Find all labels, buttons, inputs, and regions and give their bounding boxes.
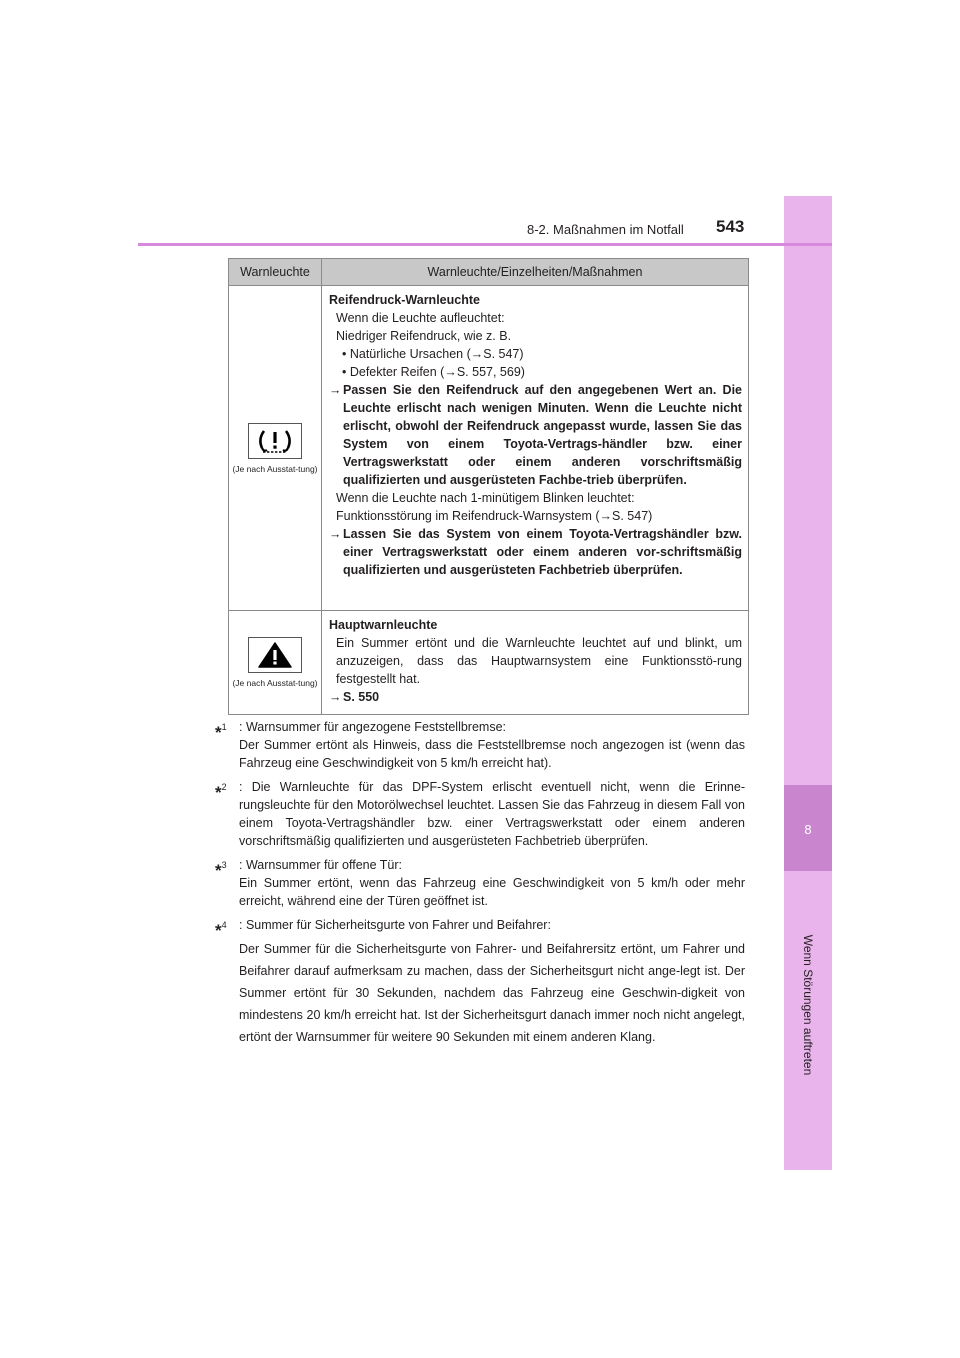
footnote-text: Der Summer für die Sicherheitsgurte von Fahrer- und Beifahrersitz ertönt, um Fahrer und Beifahrer darauf aufmerksam zu machen, dass der Sicherheitsgurt nicht ange-legt ist. Der Summer ertönt für 30 Sekunden, nachdem das Fahrzeug eine Geschwin-digkeit von mindestens 20 km/h erreicht hat. Ist der Sicherheitsgurt danach immer noch nicht angelegt, ertönt der Warnsummer für weitere 90 Sekunden mit einem anderen Klang. — [239, 942, 745, 1044]
description-cell — [322, 611, 749, 715]
cause-text: Funktionsstörung im Reifendruck-Warnsystem (→S. 547) — [336, 509, 653, 523]
footnote-star: * — [215, 723, 222, 743]
condition-text: Wenn die Leuchte aufleuchtet: — [336, 311, 505, 325]
description-cell — [322, 286, 749, 611]
section-title: 8-2. Maßnahmen im Notfall — [527, 222, 684, 237]
table-header-row — [229, 259, 749, 286]
footnote-3 — [215, 856, 745, 910]
equipment-note: (Je nach Ausstat-tung) — [232, 463, 318, 474]
footnote-1 — [215, 718, 745, 772]
footnote-number: 4 — [221, 920, 227, 930]
arrow-icon: → — [329, 527, 342, 541]
warning-table — [228, 258, 749, 715]
footnote-number: 3 — [221, 860, 227, 870]
header-rule — [138, 243, 832, 246]
equipment-note: (Je nach Ausstat-tung) — [232, 678, 318, 688]
warning-title: Hauptwarnleuchte — [329, 618, 438, 632]
footnote-text: Ein Summer ertönt, wenn das Fahrzeug eine Geschwindigkeit von 5 km/h oder mehr erreicht, während eine der Türen geöffnet ist. — [239, 876, 745, 908]
column-header-warnleuchte: Warnleuchte — [229, 259, 322, 286]
column-header-details: Warnleuchte/Einzelheiten/Maßnahmen — [322, 259, 749, 286]
icon-cell — [229, 286, 322, 611]
bullet-item: • Defekter Reifen (→S. 557, 569) — [342, 365, 525, 379]
footnote-text: : Die Warnleuchte für das DPF-System erlischt eventuell nicht, wenn die Erinne-rungsleuchte für den Motorölwechsel leuchtet. Lassen Sie das Fahrzeug in diesem Fall von einem Toyota-Vertragshändler bzw. einer Vertragswerkstatt oder einem anderen vorschriftsmäßig qualifizierten und ausgerüsteten Fachbetrieb überprüfen. — [239, 780, 745, 848]
chapter-label: Wenn Störungen auftreten — [801, 934, 815, 1076]
footnote-star: * — [215, 861, 222, 881]
master-warning-icon — [248, 637, 302, 673]
footnote-star: * — [215, 921, 222, 941]
footnote-star: * — [215, 783, 222, 803]
footnote-2 — [215, 778, 745, 850]
action-item — [329, 381, 742, 489]
action-text: Passen Sie den Reifendruck auf den angegebenen Wert an. Die Leuchte erlischt nach wenigen Minuten. Wenn die Leuchte nicht erlischt, obwohl der Reifendruck angepasst wurde, lassen Sie das System von einem Toyota-Vertrags-händler bzw. einer Vertragswerkstatt oder einem anderen vorschriftsmäßig qualifizierten und ausgerüsteten Fachbe-trieb überprüfen. — [343, 383, 742, 487]
footnote-number: 1 — [221, 722, 227, 732]
warning-title: Reifendruck-Warnleuchte — [329, 293, 480, 307]
action-item — [329, 688, 742, 706]
tire-pressure-warning-icon — [248, 423, 302, 459]
footnote-text: Der Summer ertönt als Hinweis, dass die Feststellbremse noch angezogen ist (wenn das Fahrzeug eine Geschwindigkeit von 5 km/h erreicht hat). — [239, 738, 745, 770]
action-text: Lassen Sie das System von einem Toyota-Vertragshändler bzw. einer Vertragswerkstatt oder einem anderen vor-schriftsmäßig qualifizierten und ausgerüsteten Fachbetrieb überprüfen. — [343, 527, 742, 577]
table-row — [229, 611, 749, 715]
footnote-4 — [215, 916, 745, 1048]
footnote-number: 2 — [221, 782, 227, 792]
icon-cell — [229, 611, 322, 715]
footnote-heading: : Warnsummer für offene Tür: — [239, 858, 403, 872]
arrow-icon: → — [329, 690, 342, 704]
footnote-heading: : Warnsummer für angezogene Feststellbremse: — [239, 720, 507, 734]
chapter-number: 8 — [804, 822, 812, 837]
footnote-heading: : Summer für Sicherheitsgurte von Fahrer und Beifahrer: — [239, 918, 551, 932]
table-row — [229, 286, 749, 611]
footnotes — [215, 718, 745, 1054]
arrow-icon: → — [329, 383, 342, 397]
condition-text: Wenn die Leuchte nach 1-minütigem Blinken leuchtet: — [336, 491, 635, 505]
condition-text: Ein Summer ertönt und die Warnleuchte leuchtet auf und blinkt, um anzuzeigen, dass das Hauptwarnsystem eine Funktionsstö-rung festgestellt hat. — [336, 636, 742, 686]
cause-text: Niedriger Reifendruck, wie z. B. — [336, 329, 512, 343]
action-item — [329, 525, 742, 579]
action-text: S. 550 — [343, 690, 380, 704]
bullet-item: • Natürliche Ursachen (→S. 547) — [342, 347, 524, 361]
page-number: 543 — [716, 217, 745, 236]
